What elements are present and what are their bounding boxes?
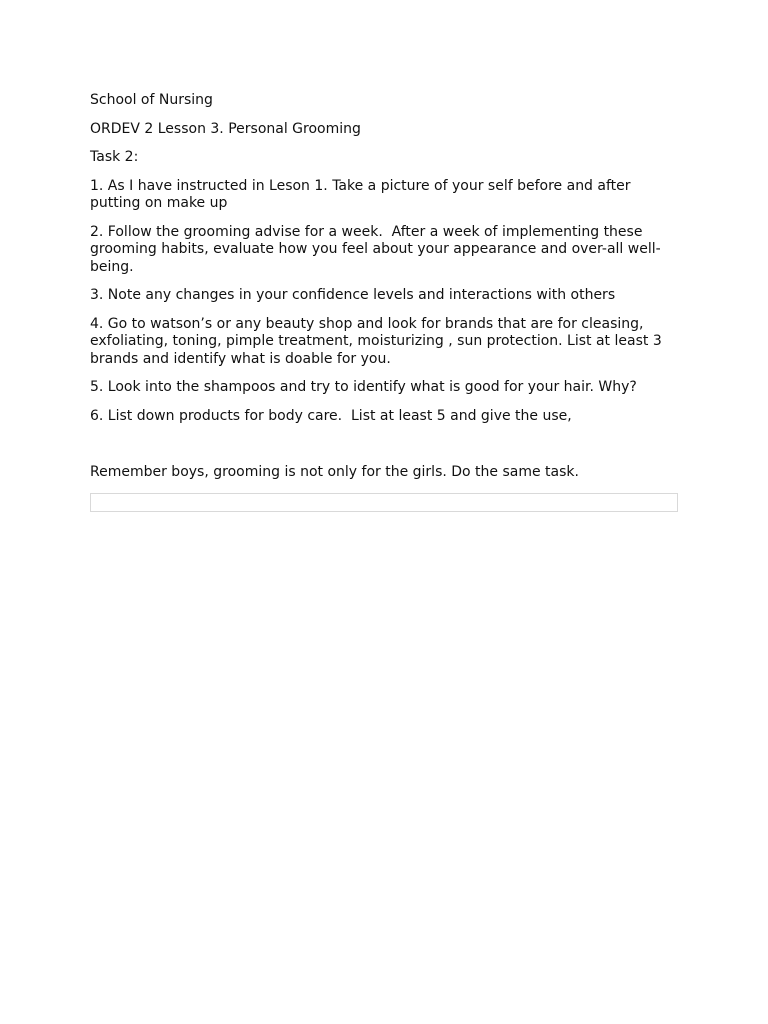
task-heading: Task 2: (90, 149, 139, 165)
task-item-1: 1. As I have instructed in Leson 1. Take a picture of your self before and after putting on make up (90, 177, 635, 211)
task-item-3: 3. Note any changes in your confidence levels and interactions with others (90, 287, 616, 303)
document-page (90, 92, 680, 512)
task-item-6: 6. List down products for body care. List at least 5 and give the use, (90, 407, 572, 424)
lesson-title: ORDEV 2 Lesson 3. Personal Grooming (90, 120, 361, 137)
task-item-5: 5. Look into the shampoos and try to identify what is good for your hair. Why? (90, 379, 637, 395)
empty-text-box (90, 493, 678, 512)
task-item-4: 4. Go to watson’s or any beauty shop and look for brands that are for cleasing, exfoliating, toning, pimple treatment, moisturizing , sun protection. List at least 3 brands and identify what is doable for you. (90, 315, 667, 367)
blank-line (90, 436, 680, 464)
school-name: School of Nursing (90, 92, 213, 108)
closing-note: Remember boys, grooming is not only for the girls. Do the same task. (90, 464, 579, 480)
task-item-2: 2. Follow the grooming advise for a week. After a week of implementing these grooming habits, evaluate how you feel about your appearance and over-all well-being. (90, 223, 661, 275)
